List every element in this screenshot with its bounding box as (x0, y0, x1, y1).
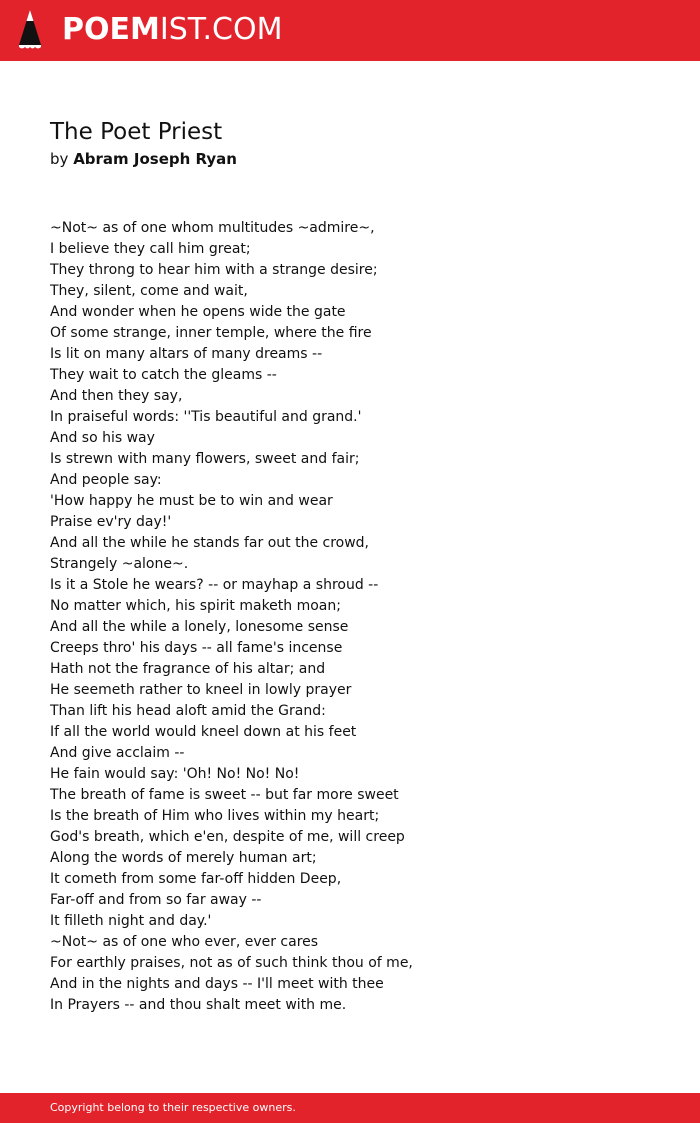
poem-line: If all the world would kneel down at his feet (50, 724, 357, 740)
poem-line: Is the breath of Him who lives within my heart; (50, 808, 380, 824)
poem-line: And so his way (50, 430, 155, 446)
poem-line: He fain would say: 'Oh! No! No! No! (50, 766, 300, 782)
logo-brand-bold: POEM (62, 12, 160, 47)
poem-author: Abram Joseph Ryan (73, 150, 237, 168)
poem-line: For earthly praises, not as of such think thou of me, (50, 955, 413, 971)
poem-line: ~Not~ as of one whom multitudes ~admire~, (50, 220, 375, 236)
poem-line: ~Not~ as of one who ever, ever cares (50, 934, 319, 950)
poem-line: And wonder when he opens wide the gate (50, 304, 346, 320)
poem-line: They wait to catch the gleams -- (50, 367, 277, 383)
poem-body (50, 218, 670, 1016)
poem-line: They, silent, come and wait, (50, 283, 248, 299)
poem-line: No matter which, his spirit maketh moan; (50, 598, 341, 614)
poem-line: Strangely ~alone~. (50, 556, 189, 572)
poem-line: And all the while he stands far out the crowd, (50, 535, 370, 551)
poem-line: Praise ev'ry day!' (50, 514, 172, 530)
logo-brand-rest: IST.COM (159, 12, 283, 47)
site-footer (0, 1093, 700, 1123)
poem-line: It filleth night and day.' (50, 913, 212, 929)
poem-line: And give acclaim -- (50, 745, 185, 761)
poem-line: 'How happy he must be to win and wear (50, 493, 333, 509)
poem-line: And in the nights and days -- I'll meet with thee (50, 976, 384, 992)
site-header (0, 0, 700, 61)
footer-copyright: Copyright belong to their respective owners. (50, 1101, 296, 1114)
poem-line: Of some strange, inner temple, where the fire (50, 325, 372, 341)
poem-line: I believe they call him great; (50, 241, 251, 257)
poem-line: And then they say, (50, 388, 183, 404)
poem-line: Is strewn with many flowers, sweet and fair; (50, 451, 360, 467)
poem-line: Hath not the fragrance of his altar; and (50, 661, 326, 677)
poem-line: Far-off and from so far away -- (50, 892, 262, 908)
poem-line: It cometh from some far-off hidden Deep, (50, 871, 342, 887)
poem-line: In praiseful words: ''Tis beautiful and grand.' (50, 409, 362, 425)
site-logo-text[interactable] (62, 12, 282, 48)
poem-line: And all the while a lonely, lonesome sense (50, 619, 349, 635)
poem-line: Than lift his head aloft amid the Grand: (50, 703, 326, 719)
poem-line: They throng to hear him with a strange desire; (50, 262, 378, 278)
poem-line: God's breath, which e'en, despite of me, will creep (50, 829, 405, 845)
poem-line: And people say: (50, 472, 162, 488)
poem-byline (50, 148, 237, 170)
poem-title: The Poet Priest (50, 119, 223, 145)
poem-line: Along the words of merely human art; (50, 850, 317, 866)
poem-line: Creeps thro' his days -- all fame's incense (50, 640, 343, 656)
poem-line: Is lit on many altars of many dreams -- (50, 346, 323, 362)
poem-line: He seemeth rather to kneel in lowly prayer (50, 682, 352, 698)
poem-line: Is it a Stole he wears? -- or mayhap a shroud -- (50, 577, 379, 593)
poem-line: In Prayers -- and thou shalt meet with me. (50, 997, 347, 1013)
poem-line: The breath of fame is sweet -- but far more sweet (50, 787, 399, 803)
pencil-tip-icon[interactable] (18, 9, 42, 51)
byline-prefix: by (50, 150, 69, 168)
